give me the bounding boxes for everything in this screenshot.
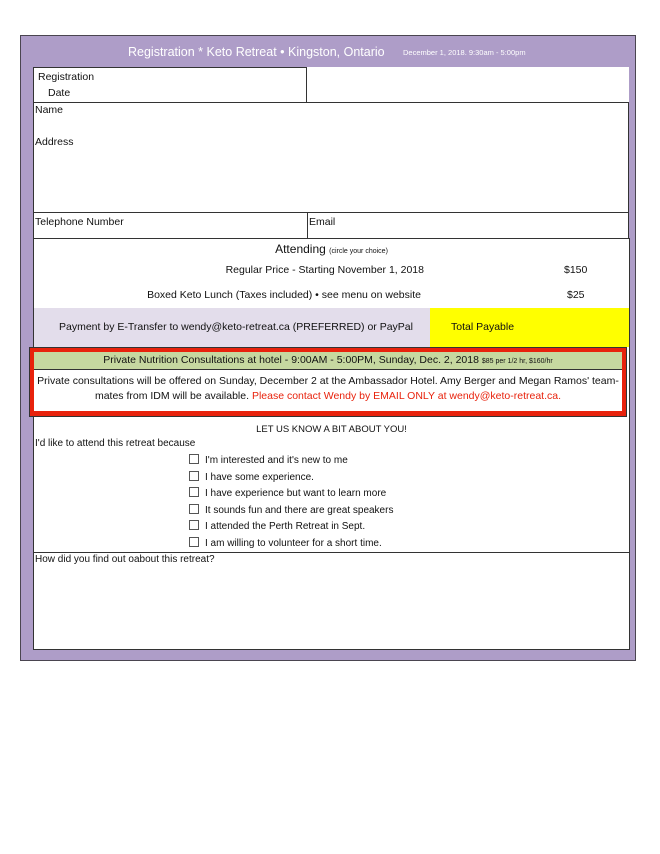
- reason-label: I attended the Perth Retreat in Sept.: [205, 521, 366, 533]
- option-price: $150: [564, 264, 588, 276]
- checkbox[interactable]: [189, 454, 199, 464]
- option-price: $25: [567, 289, 585, 301]
- payment-instructions: Payment by E-Transfer to wendy@keto-retreat.ca (PREFERRED) or PayPal: [59, 321, 413, 333]
- reason-option[interactable]: [189, 486, 393, 503]
- reason-option[interactable]: [189, 536, 393, 553]
- consultation-description: Private consultations will be offered on Sunday, December 2 at the Ambassador Hotel. Amy Berger and Megan Ramos' team-mates from IDM will be available.: [37, 375, 619, 402]
- form-title: Registration * Keto Retreat • Kingston, Ontario: [128, 45, 385, 59]
- consultation-price: $85 per 1/2 hr, $160/hr: [481, 358, 553, 365]
- about-heading: LET US KNOW A BIT ABOUT YOU!: [256, 424, 407, 435]
- name-field[interactable]: [33, 102, 629, 134]
- contact-section: [33, 67, 629, 229]
- consultation-body: [34, 370, 622, 411]
- reason-option[interactable]: [189, 453, 393, 470]
- telephone-label: Telephone Number: [35, 216, 124, 228]
- consultation-box: [29, 347, 627, 417]
- attending-note: (circle your choice): [329, 248, 388, 255]
- reason-options: [189, 453, 393, 553]
- date-label: Date: [48, 87, 71, 99]
- registration-date-field[interactable]: [307, 67, 629, 102]
- how-found-field[interactable]: [34, 552, 629, 650]
- option-label: Regular Price - Starting November 1, 2018: [225, 264, 424, 276]
- how-found-label: How did you find out oabout this retreat?: [35, 554, 215, 565]
- attending-title: Attending: [275, 242, 326, 256]
- checkbox[interactable]: [189, 487, 199, 497]
- consultation-title: Private Nutrition Consultations at hotel - 9:00AM - 5:00PM, Sunday, Dec. 2, 2018: [103, 354, 479, 366]
- reason-label: I have experience but want to learn more: [205, 488, 387, 500]
- registration-date-label-cell: [33, 67, 307, 103]
- name-label: Name: [35, 104, 64, 116]
- email-label: Email: [309, 216, 336, 228]
- consultation-header: [34, 352, 622, 370]
- attending-heading: [34, 242, 629, 256]
- checkbox[interactable]: [189, 537, 199, 547]
- reason-option[interactable]: [189, 519, 393, 536]
- attending-section: [33, 238, 630, 650]
- reason-label: I'm interested and it's new to me: [205, 455, 348, 466]
- event-date: December 1, 2018. 9:30am - 5:00pm: [403, 48, 526, 57]
- title-bar: [21, 36, 635, 67]
- reason-option[interactable]: [189, 470, 393, 487]
- reason-option[interactable]: [189, 503, 393, 520]
- checkbox[interactable]: [189, 504, 199, 514]
- reason-label: I have some experience.: [205, 471, 314, 483]
- option-regular-price[interactable]: [34, 264, 629, 286]
- address-field[interactable]: [33, 133, 629, 213]
- payment-row: [34, 308, 430, 347]
- option-label: Boxed Keto Lunch (Taxes included) • see menu on website: [147, 289, 421, 301]
- total-payable-label: Total Payable: [451, 321, 515, 333]
- address-label: Address: [35, 136, 74, 148]
- consultation-contact-note: Please contact Wendy by EMAIL ONLY at wendy@keto-retreat.ca.: [251, 390, 562, 402]
- registration-form: [20, 35, 636, 661]
- reason-label: It sounds fun and there are great speakers: [205, 504, 394, 516]
- reason-label: I am willing to volunteer for a short time.: [205, 537, 382, 549]
- checkbox[interactable]: [189, 520, 199, 530]
- registration-label: Registration: [38, 71, 95, 83]
- total-payable-field[interactable]: [430, 308, 629, 347]
- about-prompt: I'd like to attend this retreat because: [35, 438, 196, 449]
- checkbox[interactable]: [189, 471, 199, 481]
